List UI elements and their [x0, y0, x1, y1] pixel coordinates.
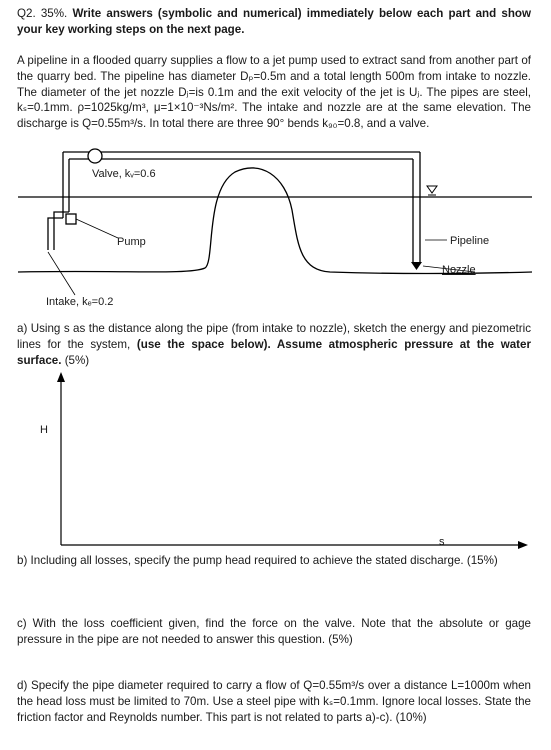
part-c-question: c) With the loss coefficient given, find the force on the valve. Note that the absolute or gage pressure in the pipe are not needed to answer this question. (5%) [17, 617, 531, 646]
h-axis-arrow-icon [57, 372, 65, 382]
quarry-bed-profile [18, 168, 532, 274]
pipeline-label: Pipeline [450, 235, 490, 247]
nozzle-label: Nozzle [442, 264, 476, 276]
water-level-marker-icon [427, 186, 437, 193]
question-header: Q2. 35%. Write answers (symbolic and numerical) immediately below each part and show your key working steps on the next page. [17, 7, 531, 36]
valve-icon [88, 149, 102, 163]
s-axis-label: s [439, 536, 445, 548]
pump-icon [66, 214, 76, 224]
intake-label: Intake, kₑ=0.2 [46, 296, 114, 308]
part-d-question: d) Specify the pipe diameter required to carry a flow of Q=0.55m³/s over a distance L=1000m when the head loss must be limited to 70m. Use a steel pipe with kₛ=0.1mm. Ignore local losses. State the friction factor and Reynolds number. This part is not related to parts a)-c). (10%) [17, 679, 531, 724]
intake-leader-line [48, 252, 75, 295]
part-a-question: a) Using s as the distance along the pipe (from intake to nozzle), sketch the energy and piezometric lines for the system, (use the space below). Assume atmospheric pressure at the water surface. (5%) [17, 322, 531, 367]
nozzle-icon [411, 262, 422, 270]
s-axis-arrow-icon [518, 541, 528, 549]
pump-leader-line [76, 219, 118, 238]
question-intro: A pipeline in a flooded quarry supplies a flow to a jet pump used to extract sand from another part of the quarry bed. The pipeline has diameter Dₚ=0.5m and a total length 500m from intake to nozzle. The diameter of the jet nozzle Dⱼ=is 0.1m and the exit velocity of the jet is Uⱼ. The pipes are steel, kₛ=0.1mm. ρ=1025kg/m³, μ=1×10⁻³Ns/m². The intake and nozzle are at the same elevation. The discharge is Q=0.55m³/s. In total there are three 90° bends k₉₀=0.8, and a valve. [17, 54, 531, 131]
valve-label: Valve, kᵥ=0.6 [92, 168, 156, 180]
h-axis-label: H [40, 424, 48, 436]
part-b-question: b) Including all losses, specify the pump head required to achieve the stated discharge. (15%) [17, 554, 498, 567]
pump-label: Pump [117, 236, 146, 248]
